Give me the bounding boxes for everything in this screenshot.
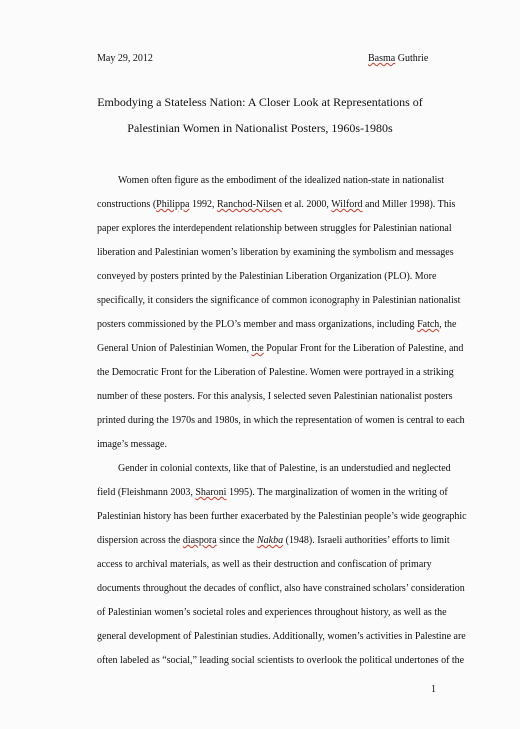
citation-wilford: Wilford: [331, 199, 363, 210]
header-author: [368, 53, 428, 64]
body-line: constructions (Philippa 1992, Ranchod-Nilsen et al. 2000, Wilford and Miller 1998). This: [97, 199, 456, 210]
body-line: posters commissioned by the PLO’s member and mass organizations, including Fatch, the: [97, 319, 457, 330]
title-line-1: Embodying a Stateless Nation: A Closer Look at Representations of: [97, 95, 423, 109]
body-line: paper explores the interdependent relationship between struggles for Palestinian national: [97, 223, 452, 234]
title-line-2: Palestinian Women in Nationalist Posters, 1960s-1980s: [127, 121, 393, 135]
word-the: the: [251, 343, 264, 354]
body-line: Palestinian history has been further exacerbated by the Palestinian people’s wide geographic: [97, 511, 467, 522]
header-date: May 29, 2012: [97, 53, 153, 64]
author-last-name: Guthrie: [395, 53, 429, 64]
body-line: printed during the 1970s and 1980s, in which the representation of women is central to each: [97, 415, 465, 426]
author-first-name: Basma: [368, 53, 396, 64]
body-line: of Palestinian women’s societal roles and experiences throughout history, as well as the: [97, 607, 447, 618]
body-line: access to archival materials, as well as their destruction and confiscation of primary: [97, 559, 432, 570]
body-line: number of these posters. For this analysis, I selected seven Palestinian nationalist posters: [97, 391, 453, 402]
body-line: often labeled as “social,” leading social scientists to overlook the political undertones of the: [97, 655, 465, 666]
body-line: specifically, it considers the significance of common iconography in Palestinian nationalist: [97, 295, 461, 306]
word-fatch: Fatch: [417, 319, 440, 330]
word-diaspora: diaspora: [182, 535, 217, 546]
body-line: liberation and Palestinian women’s liberation by examining the symbolism and messages: [97, 247, 454, 258]
body-line: General Union of Palestinian Women, the Popular Front for the Liberation of Palestine, and: [97, 343, 464, 354]
body-line: image’s message.: [97, 439, 167, 450]
body-line: conveyed by posters printed by the Palestinian Liberation Organization (PLO). More: [97, 271, 437, 282]
body-line: the Democratic Front for the Liberation of Palestine. Women were portrayed in a striking: [97, 367, 454, 378]
body-line: Gender in colonial contexts, like that of Palestine, is an understudied and neglected: [118, 463, 451, 474]
page-number: 1: [431, 684, 436, 695]
citation-ranchod-nilsen: Ranchod-Nilsen: [217, 199, 282, 210]
body-line: dispersion across the diaspora since the Nakba (1948). Israeli authorities’ efforts to limit: [97, 535, 450, 546]
body-line: Women often figure as the embodiment of the idealized nation-state in nationalist: [118, 175, 445, 186]
word-nakba: Nakba: [256, 535, 284, 546]
body-line: documents throughout the decades of conflict, also have constrained scholars’ consideration: [97, 583, 465, 594]
citation-philippa: Philippa: [156, 199, 190, 210]
body-line: general development of Palestinian studies. Additionally, women’s activities in Palestine are: [97, 631, 466, 642]
citation-sharoni: Sharoni: [195, 487, 227, 498]
body-line: field (Fleishmann 2003, Sharoni 1995). The marginalization of women in the writing of: [97, 487, 448, 498]
